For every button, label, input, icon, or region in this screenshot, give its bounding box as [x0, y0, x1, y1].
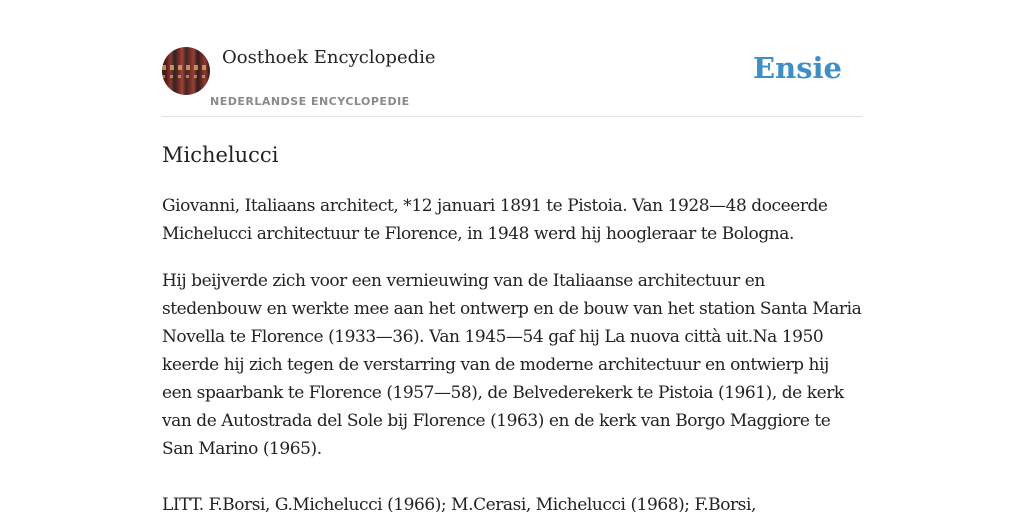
site-name-link[interactable]: Oosthoek Encyclopedie — [222, 47, 436, 68]
site-tagline: NEDERLANDSE ENCYCLOPEDIE — [210, 95, 410, 108]
literature-paragraph: LITT. F.Borsi, G.Michelucci (1966); M.Cerasi, Michelucci (1968); F.Borsi, — [162, 495, 756, 512]
article-paragraph: Hij beijverde zich voor een vernieuwing van de Italiaanse architectuur en stedenbouw en werkte mee aan het ontwerp en de bouw van het station Santa Maria Novella te Florence (1933—36). Van 1945—54 gaf hij La nuova città uit.Na 1950 keerde hij zich tegen de verstarring van de moderne architectuur en ontwierp hij een spaarbank te Florence (1957—58), de Belvederekerk te Pistoia (1961), de kerk van de Autostrada del Sole bij Florence (1963) en de kerk van Borgo Maggiore te San Marino (1965). — [162, 271, 862, 459]
encyclopedia-books-avatar[interactable] — [162, 47, 210, 95]
article-paragraph: Giovanni, Italiaans architect, *12 januari 1891 te Pistoia. Van 1928—48 doceerde Michelucci architectuur te Florence, in 1948 werd hij hoogleraar te Bologna. — [162, 196, 828, 244]
ensie-logo[interactable]: Ensie — [753, 51, 842, 85]
article — [162, 138, 862, 512]
article-title: Michelucci — [162, 143, 279, 167]
site-header — [162, 0, 862, 117]
